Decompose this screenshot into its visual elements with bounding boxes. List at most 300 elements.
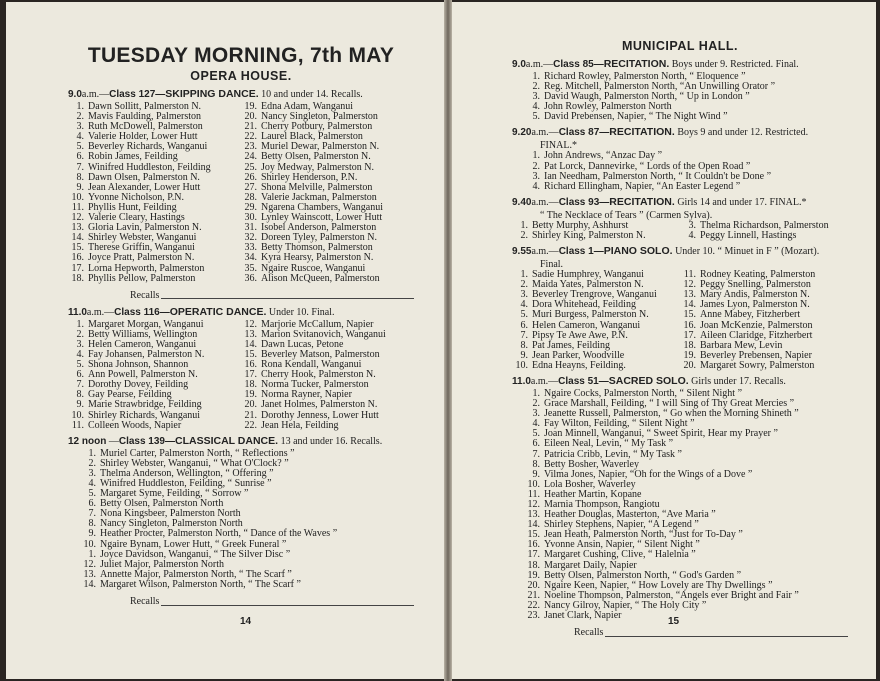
- entry-number: 9.: [88, 528, 96, 540]
- entry-text: Shirley King, Palmerston N.: [532, 229, 646, 241]
- entry-number: 9.: [520, 349, 528, 361]
- venue-heading: OPERA HOUSE.: [190, 69, 292, 83]
- entry-text: Valerie Holder, Lower Hutt: [88, 131, 198, 143]
- entry-number: 19.: [244, 101, 257, 112]
- entry-columns: [512, 221, 848, 241]
- entry-column: [512, 221, 680, 241]
- event-heading: [512, 375, 848, 388]
- entry-number: 20.: [244, 399, 257, 411]
- event-heading: [512, 245, 848, 258]
- entry-text: Joan Minnell, Wanganui, “ Sweet Spirit, Hear my Prayer ”: [544, 428, 778, 440]
- entry-text: Heather Martin, Kopane: [544, 488, 642, 500]
- entry-text: Beverley Matson, Palmerston: [261, 348, 380, 360]
- entry-number: 26.: [244, 171, 257, 183]
- entry-text: Phyllis Hunt, Feilding: [88, 201, 177, 213]
- entry-number: 22.: [244, 419, 257, 431]
- entry-number: 17.: [527, 549, 540, 561]
- entry-text: Peggy Snelling, Palmerston: [700, 279, 811, 291]
- entry-text: Margaret Sowry, Palmerston: [700, 359, 815, 371]
- entry-text: Ruth McDowell, Palmerston: [88, 121, 203, 133]
- entry-number: 8.: [88, 518, 96, 530]
- entry-text: Eileen Neal, Levin, “ My Task ”: [544, 438, 674, 450]
- entry-text: Juliet Major, Palmerston North: [100, 558, 225, 570]
- entry-number: 8.: [520, 339, 528, 351]
- right-page: [452, 2, 876, 679]
- entry-number: 8.: [76, 171, 84, 183]
- entry-text: Rona Kendall, Wanganui: [261, 359, 362, 371]
- entry-text: Laurel Black, Palmerston: [261, 131, 363, 143]
- entry-text: Richard Ellingham, Napier, “An Easter Legend ”: [544, 180, 741, 192]
- entry-text: Janet Clark, Napier: [544, 610, 622, 622]
- entry-text: Betty Williams, Wellington: [88, 328, 198, 340]
- event-time: 9.0: [512, 59, 526, 70]
- recalls-label: Recalls: [574, 627, 604, 639]
- entry-text: Lorna Hepworth, Palmerston: [88, 262, 205, 274]
- entry-number: 19.: [527, 569, 540, 581]
- entry-number: 1.: [532, 71, 540, 82]
- entry-number: 30.: [244, 212, 257, 224]
- entry-text: Noeline Thompson, Palmerston, “Angels ever Bright and Fair ”: [544, 589, 799, 601]
- event-ampm: —: [106, 435, 119, 447]
- recalls-line: [68, 596, 414, 608]
- entry-number: 13.: [527, 509, 540, 521]
- entry-text: Shona Melville, Palmerston: [261, 181, 373, 193]
- entry-number: 10.: [71, 409, 84, 421]
- recalls-line: [68, 290, 414, 302]
- event-title: SKIPPING DANCE.: [165, 88, 259, 100]
- entry-text: Ngaire Bynam, Lower Hutt, “ Greek Funeral ”: [100, 538, 287, 550]
- entry-number: 1.: [88, 447, 96, 459]
- entry-text: Winifred Huddleston, Feilding, “ Sunrise ”: [100, 478, 272, 489]
- entry-number: 1.: [88, 548, 96, 560]
- entry-text: Heather Douglas, Masterton, “Ave Maria ”: [544, 509, 716, 521]
- entry-text: Cherry Hook, Palmerston N.: [261, 369, 376, 381]
- event-time: 9.40: [512, 196, 532, 208]
- entry-number: 12.: [83, 558, 96, 570]
- book-gutter: [444, 0, 452, 681]
- entry-number: 6.: [532, 438, 540, 450]
- entry-number: 19.: [244, 389, 257, 401]
- entry-number: 14.: [71, 232, 84, 244]
- entry-text: Ian Needham, Palmerston North, “ It Couldn't be Done ”: [544, 170, 772, 182]
- entry-text: Betty Olsen, Palmerston North, “ God's Garden ”: [544, 569, 742, 581]
- entry-number: 12.: [244, 318, 257, 330]
- entry-text: Isobel Anderson, Palmerston: [261, 222, 377, 234]
- entry-number: 2.: [88, 457, 96, 469]
- entry-text: Shirley Richards, Wanganui: [88, 409, 201, 421]
- entry-text: Anne Mabey, Fitzherbert: [700, 309, 801, 321]
- entry-text: Thelma Anderson, Wellington, “ Offering ”: [100, 467, 274, 479]
- event-heading: [512, 126, 848, 139]
- entry-number: 17.: [71, 262, 84, 274]
- entry-text: Thelma Richardson, Palmerston: [700, 219, 829, 231]
- entry-number: 5.: [532, 428, 540, 440]
- entry-column: [512, 270, 680, 371]
- entry-list: [512, 72, 848, 122]
- entry-text: Muriel Carter, Palmerston North, “ Reflections ”: [100, 447, 295, 459]
- entry-text: Nona Kingsbeer, Palmerston North: [100, 508, 241, 520]
- event-time: 9.0: [68, 89, 82, 100]
- entry-number: 8.: [532, 458, 540, 470]
- entry-text: Margaret Syme, Feilding, “ Sorrow ”: [100, 488, 249, 500]
- event-class: Class 93—: [558, 196, 610, 208]
- entry-text: Dawn Sollitt, Palmerston N.: [88, 101, 202, 112]
- event-heading: [512, 58, 848, 71]
- entry-number: 13.: [683, 289, 696, 301]
- entry-number: 35.: [244, 262, 257, 274]
- entry-text: Dorothy Dovey, Feilding: [88, 379, 189, 391]
- entry-number: 11.: [71, 201, 84, 213]
- event-title: RECITATION.: [609, 195, 675, 208]
- entry-number: 29.: [244, 201, 257, 213]
- event-heading: [68, 88, 414, 101]
- entry-number: 3.: [76, 121, 84, 133]
- entry-text: Vilma Jones, Napier, “Oh for the Wings of a Dove ”: [544, 468, 753, 480]
- entry-number: 13.: [71, 222, 84, 234]
- entry-number: 4.: [532, 418, 540, 430]
- entry-text: Pipsy Te Awe Awe, P.N.: [532, 329, 628, 341]
- entry-number: 4.: [520, 299, 528, 311]
- entry-text: Valerie Cleary, Hastings: [88, 212, 185, 224]
- entry-number: 10.: [83, 538, 96, 550]
- entry-number: 16.: [527, 539, 540, 551]
- entry-text: John Rowley, Palmerston North: [544, 101, 672, 113]
- entry-number: 10.: [515, 359, 528, 371]
- entry-number: 20.: [683, 359, 696, 371]
- entry-number: 18.: [71, 272, 84, 284]
- list-item: [512, 231, 680, 241]
- entry-number: 14.: [527, 519, 540, 531]
- event-subheading: FINAL.*: [540, 140, 577, 152]
- event-ampm: a.m.—: [81, 89, 110, 100]
- entry-number: 2.: [532, 398, 540, 410]
- entry-number: 10.: [527, 478, 540, 490]
- entry-text: Robin James, Feilding: [88, 151, 178, 163]
- entry-text: Betty Bosher, Waverley: [544, 458, 639, 470]
- entry-number: 22.: [244, 131, 257, 143]
- entry-number: 23.: [244, 141, 257, 153]
- entry-text: Jean Hela, Feilding: [261, 419, 339, 431]
- entry-text: Yvonne Ansin, Napier, “ Silent Night ”: [544, 539, 700, 551]
- entry-number: 14.: [83, 578, 96, 590]
- entry-text: Shirley Stephens, Napier, “A Legend ”: [544, 519, 699, 531]
- entry-text: James Lyon, Palmerston N.: [700, 299, 810, 311]
- list-item: [241, 274, 414, 284]
- entry-text: Joy Medway, Palmerston N.: [261, 161, 374, 173]
- event-title: RECITATION.: [603, 58, 670, 70]
- entry-text: Nancy Singleton, Palmerston: [261, 111, 378, 123]
- entry-number: 4.: [532, 101, 540, 113]
- entry-number: 15.: [527, 529, 540, 541]
- entry-number: 36.: [244, 272, 257, 284]
- entry-number: 15.: [244, 348, 257, 360]
- event-details: Girls 14 and under 17. FINAL.*: [677, 196, 807, 208]
- entry-text: Janet Holmes, Palmerston N.: [261, 399, 378, 411]
- entry-number: 17.: [244, 369, 257, 381]
- entry-text: Peggy Linnell, Hastings: [700, 229, 797, 241]
- entry-column: [680, 270, 848, 371]
- entry-text: Dawn Lucas, Petone: [261, 338, 344, 350]
- entry-text: Marjorie McCallum, Napier: [261, 318, 374, 330]
- entry-text: Jeanette Russell, Palmerston, “ Go when the Morning Shineth ”: [544, 408, 799, 420]
- entry-text: Yvonne Nicholson, P.N.: [88, 191, 184, 203]
- event-class: Class 51—: [558, 375, 609, 387]
- entry-number: 3.: [532, 91, 540, 103]
- event-details: 13 and under 16. Recalls.: [280, 435, 383, 447]
- entry-text: Margaret Daily, Napier: [544, 559, 637, 571]
- event-class: Class 127—: [109, 89, 166, 100]
- entry-number: 4.: [76, 131, 84, 143]
- entry-text: Maida Yates, Palmerston N.: [532, 279, 644, 291]
- entry-text: Shirley Webster, Wanganui, “ What O'Clock? ”: [100, 457, 289, 469]
- event-details: Under 10. Final.: [268, 306, 335, 318]
- event-subheading: “ The Necklace of Tears ” (Carmen Sylva).: [540, 209, 713, 221]
- entry-text: Muri Burgess, Palmerston N.: [532, 309, 649, 321]
- entry-number: 2.: [532, 160, 540, 172]
- entry-text: Nancy Gilroy, Napier, “ The Holy City ”: [544, 599, 707, 611]
- entry-text: Beverley Trengrove, Wanganui: [532, 289, 657, 301]
- entry-column: [68, 320, 241, 431]
- entry-text: Valerie Jackman, Palmerston: [261, 191, 377, 203]
- recalls-rule: [605, 636, 848, 637]
- entry-text: Barbara Mew, Levin: [700, 339, 783, 351]
- entry-number: 4.: [76, 348, 84, 360]
- entry-text: Helen Cameron, Wanganui: [88, 338, 197, 350]
- event-class: Class 139—: [118, 435, 175, 447]
- page-number: 15: [668, 616, 680, 627]
- entry-text: Gay Pearse, Feilding: [88, 389, 172, 401]
- entry-number: 18.: [683, 339, 696, 351]
- entry-text: Fay Wilton, Feilding, “ Silent Night ”: [544, 418, 695, 430]
- entry-number: 7.: [76, 161, 84, 173]
- entry-text: Jean Heath, Palmerston North, “Just for To-Day ”: [544, 529, 743, 541]
- entry-text: Sadie Humphrey, Wanganui: [532, 269, 644, 281]
- entry-number: 28.: [244, 191, 257, 203]
- entry-number: 8.: [76, 389, 84, 401]
- entry-text: Pat Lorck, Dannevirke, “ Lords of the Open Road ”: [544, 160, 751, 172]
- entry-number: 34.: [244, 252, 257, 264]
- event-heading: [68, 306, 414, 319]
- entry-number: 5.: [88, 488, 96, 500]
- entry-number: 1.: [76, 101, 84, 112]
- entry-text: Jean Parker, Woodville: [532, 349, 625, 361]
- entry-text: Kyra Hearsy, Palmerston N.: [261, 252, 374, 264]
- event-class: Class 85—: [553, 59, 604, 70]
- entry-text: Ngarena Chambers, Wanganui: [261, 201, 384, 213]
- entry-number: 2.: [520, 229, 528, 241]
- event-title: CLASSICAL DANCE.: [175, 434, 279, 447]
- event-details: 10 and under 14. Recalls.: [261, 89, 363, 100]
- event-details: Boys 9 and under 12. Restricted.: [677, 127, 809, 139]
- entry-text: Betty Olsen, Palmerston N.: [261, 151, 371, 163]
- page-number: 14: [240, 616, 252, 627]
- entry-text: Edna Adam, Wanganui: [261, 101, 354, 112]
- entry-number: 1.: [532, 387, 540, 399]
- entry-number: 10.: [71, 191, 84, 203]
- recalls-line: [512, 627, 848, 639]
- event-ampm: a.m.—: [531, 127, 559, 139]
- entry-number: 27.: [244, 181, 257, 193]
- list-item: [241, 421, 414, 431]
- entry-text: Shirley Webster, Wanganui: [88, 232, 197, 244]
- entry-column: [68, 102, 241, 284]
- entry-text: Shirley Henderson, P.N.: [261, 171, 358, 183]
- entry-number: 2.: [532, 81, 540, 93]
- entry-number: 13.: [83, 568, 96, 580]
- entry-text: Lynley Wainscott, Lower Hutt: [261, 212, 383, 224]
- entry-number: 1.: [520, 219, 528, 231]
- event-class: Class 116—: [114, 306, 170, 318]
- entry-number: 3.: [76, 338, 84, 350]
- entry-number: 7.: [532, 448, 540, 460]
- entry-number: 7.: [76, 379, 84, 391]
- entry-number: 5.: [532, 111, 540, 123]
- entry-number: 21.: [527, 589, 540, 601]
- entry-number: 4.: [532, 180, 540, 192]
- entry-number: 6.: [76, 369, 84, 381]
- entry-text: Ngaire Cocks, Palmerston North, “ Silent Night ”: [544, 387, 743, 399]
- entry-number: 3.: [532, 408, 540, 420]
- entry-text: Reg. Mitchell, Palmerston North, “An Unwilling Orator ”: [544, 81, 776, 93]
- entry-text: Doreen Tyley, Palmerston N.: [261, 232, 377, 244]
- entry-number: 5.: [76, 141, 84, 153]
- entry-text: Rodney Keating, Palmerston: [700, 269, 816, 281]
- entry-number: 6.: [520, 319, 528, 331]
- recalls-label: Recalls: [130, 289, 160, 301]
- entry-text: Betty Murphy, Ashhurst: [532, 219, 629, 231]
- entry-text: Ann Powell, Palmerston N.: [88, 369, 198, 381]
- entry-number: 14.: [244, 338, 257, 350]
- left-events: [68, 88, 414, 608]
- event-ampm: a.m.—: [530, 375, 559, 387]
- list-item: [68, 274, 241, 284]
- entry-number: 1.: [532, 150, 540, 162]
- entry-columns: [68, 102, 414, 284]
- entry-columns: [512, 270, 848, 371]
- entry-number: 4.: [688, 229, 696, 241]
- venue-heading: MUNICIPAL HALL.: [621, 39, 739, 53]
- entry-text: Dorothy Jenness, Lower Hutt: [261, 409, 379, 421]
- entry-text: Margaret Wilson, Palmerston North, “ The Scarf ”: [100, 578, 301, 590]
- event-time: 9.55: [512, 246, 532, 258]
- entry-text: Winifred Huddleston, Feilding: [88, 161, 211, 173]
- event-details: Girls under 17. Recalls.: [691, 375, 786, 387]
- entry-text: Norma Tucker, Palmerston: [261, 379, 369, 391]
- entry-number: 18.: [527, 559, 540, 571]
- list-item: [68, 421, 241, 431]
- entry-list: [68, 449, 414, 590]
- event-time: 9.20: [512, 127, 532, 139]
- entry-number: 2.: [76, 111, 84, 123]
- event-ampm: a.m.—: [531, 196, 559, 208]
- event-title: PIANO SOLO.: [603, 245, 673, 258]
- entry-text: Marion Svitanovich, Wanganui: [261, 328, 386, 340]
- entry-number: 11.: [683, 269, 696, 281]
- entry-number: 12.: [527, 499, 540, 510]
- entry-text: Pat James, Feilding: [532, 339, 611, 351]
- entry-text: Nancy Singleton, Palmerston North: [100, 518, 243, 530]
- event-heading: [512, 196, 848, 209]
- entry-text: Margaret Morgan, Wanganui: [88, 318, 204, 330]
- entry-text: Fay Johansen, Palmerston N.: [88, 348, 205, 360]
- entry-list: [512, 389, 848, 621]
- list-item: [524, 112, 848, 122]
- entry-number: 15.: [683, 309, 696, 321]
- entry-text: John Andrews, “Anzac Day ”: [544, 150, 663, 162]
- entry-text: Heather Procter, Palmerston North, “ Dance of the Waves ”: [100, 528, 338, 540]
- entry-text: Marie Strawbridge, Feilding: [88, 399, 202, 411]
- entry-number: 14.: [683, 299, 696, 311]
- entry-text: Dora Whitehead, Feilding: [532, 299, 636, 311]
- entry-number: 6.: [76, 151, 84, 163]
- entry-number: 3.: [532, 170, 540, 182]
- entry-number: 9.: [76, 399, 84, 411]
- entry-number: 1.: [76, 318, 84, 330]
- entry-number: 15.: [71, 242, 84, 254]
- entry-text: Edna Heayns, Feilding.: [532, 359, 626, 371]
- entry-number: 2.: [76, 328, 84, 340]
- event-ampm: a.m.—: [525, 59, 554, 70]
- entry-number: 11.: [71, 419, 84, 431]
- entry-text: Joyce Davidson, Wanganui, “ The Silver Disc ”: [100, 548, 291, 560]
- entry-number: 24.: [244, 151, 257, 163]
- entry-number: 23.: [527, 610, 540, 622]
- entry-text: Joan McKenzie, Palmerston: [700, 319, 813, 331]
- entry-text: Gloria Lavin, Palmerston N.: [88, 222, 202, 234]
- entry-text: Colleen Woods, Napier: [88, 419, 182, 431]
- entry-number: 3.: [88, 467, 96, 479]
- entry-number: 3.: [520, 289, 528, 301]
- entry-number: 25.: [244, 161, 257, 173]
- entry-text: Jean Alexander, Lower Hutt: [88, 181, 201, 193]
- entry-text: Norma Rayner, Napier: [261, 389, 352, 401]
- list-item: [680, 231, 848, 241]
- entry-number: 16.: [71, 252, 84, 264]
- entry-number: 3.: [688, 219, 696, 231]
- right-events: [512, 58, 848, 639]
- entry-text: Ngaire Keen, Napier, “ How Lovely are Thy Dwellings ”: [544, 579, 773, 591]
- entry-number: 12.: [683, 279, 696, 291]
- entry-number: 21.: [244, 121, 257, 133]
- entry-number: 20.: [244, 111, 257, 123]
- left-page: [6, 2, 444, 679]
- entry-text: Ngaire Ruscoe, Wanganui: [261, 262, 366, 274]
- entry-number: 4.: [88, 478, 96, 489]
- event-heading: [68, 435, 414, 448]
- entry-text: Mary Andis, Palmerston N.: [700, 289, 810, 301]
- entry-text: Beverley Prebensen, Napier: [700, 349, 812, 361]
- entry-text: Betty Olsen, Palmerston North: [100, 498, 224, 510]
- event-details: Under 10. “ Minuet in F ” (Mozart).: [675, 246, 820, 258]
- entry-columns: [68, 320, 414, 431]
- entry-number: 5.: [76, 359, 84, 371]
- entry-column: [241, 320, 414, 431]
- event-subheading: Final.: [540, 259, 564, 271]
- list-item: [80, 580, 414, 590]
- entry-column: [241, 102, 414, 284]
- entry-number: 11.: [527, 488, 540, 500]
- entry-text: Muriel Dewar, Palmerston N.: [261, 141, 380, 153]
- entry-text: Patricia Cribb, Levin, “ My Task ”: [544, 448, 682, 460]
- entry-text: Alison McQueen, Palmerston: [261, 272, 380, 284]
- list-item: [524, 611, 848, 621]
- event-time: 11.0: [68, 306, 87, 318]
- entry-number: 6.: [88, 498, 96, 510]
- entry-number: 18.: [244, 379, 257, 391]
- event-time: 11.0: [512, 375, 531, 387]
- event-details: Boys under 9. Restricted. Final.: [671, 59, 799, 70]
- entry-number: 2.: [520, 279, 528, 291]
